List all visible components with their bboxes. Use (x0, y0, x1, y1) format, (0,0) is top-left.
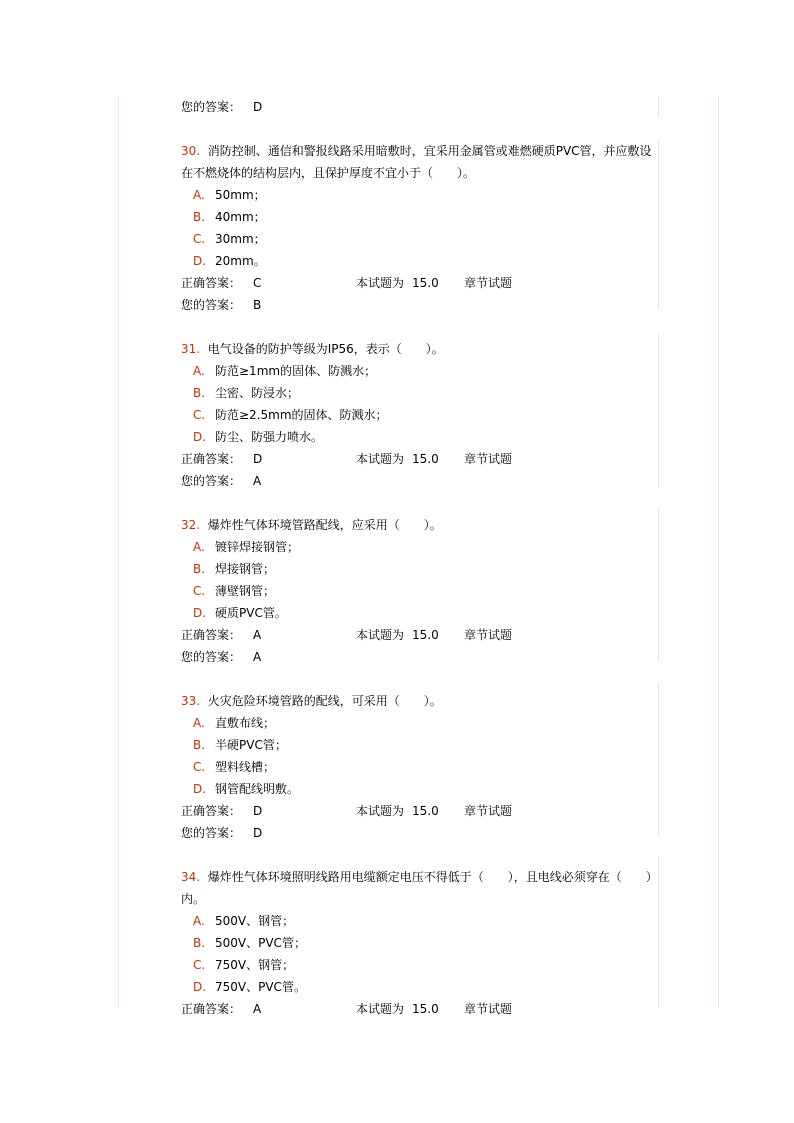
option-a (181, 536, 661, 558)
correct-answer-value: D (253, 452, 263, 466)
option-key: D. (193, 606, 207, 620)
option-b (181, 734, 661, 756)
question-text (181, 338, 659, 360)
option-d (181, 250, 661, 272)
option-text: 镀锌焊接钢管； (215, 540, 300, 554)
question-number: 32. (181, 518, 201, 532)
option-key: B. (193, 562, 206, 576)
your-answer-value: A (253, 650, 262, 664)
correct-answer-label: 正确答案： (181, 628, 242, 642)
option-text: 焊接钢管； (215, 562, 276, 576)
your-answer-value: D (253, 100, 263, 114)
score-label: 本试题为 (356, 276, 405, 290)
option-text: 防范≥2.5mm的固体、防溅水； (215, 408, 388, 422)
option-d (181, 602, 661, 624)
option-d (181, 976, 661, 998)
question-32 (181, 514, 661, 668)
chapter-label: 章节试题 (464, 628, 513, 642)
answer-stats-row (181, 998, 661, 1020)
option-text: 硬质PVC管。 (215, 606, 287, 620)
correct-answer-label: 正确答案： (181, 276, 242, 290)
option-text: 尘密、防浸水； (215, 386, 300, 400)
option-key: C. (193, 232, 206, 246)
option-d (181, 778, 661, 800)
option-text: 20mm。 (215, 254, 266, 268)
your-answer-value: D (253, 826, 263, 840)
quiz-results (181, 96, 661, 1020)
option-key: D. (193, 782, 207, 796)
option-text: 钢管配线明敷。 (215, 782, 300, 796)
option-key: B. (193, 936, 206, 950)
answer-stats-row (181, 272, 661, 294)
your-answer-value: A (253, 474, 262, 488)
score-label: 本试题为 (356, 628, 405, 642)
option-c (181, 954, 661, 976)
page-border-right (718, 96, 719, 1008)
option-text: 防范≥1mm的固体、防溅水； (215, 364, 377, 378)
question-body: 电气设备的防护等级为IP56，表示（ ）。 (207, 342, 444, 356)
option-text: 薄壁钢管； (215, 584, 276, 598)
correct-answer-label: 正确答案： (181, 804, 242, 818)
page-border-left (118, 96, 119, 1008)
question-31 (181, 338, 661, 492)
question-text (181, 140, 659, 184)
your-answer-row (181, 470, 661, 492)
correct-answer-value: A (253, 1002, 262, 1016)
your-answer-label: 您的答案： (181, 100, 242, 114)
question-number: 34. (181, 870, 201, 884)
option-key: D. (193, 254, 207, 268)
option-text: 半硬PVC管； (215, 738, 287, 752)
your-answer-row (181, 96, 661, 118)
your-answer-value: B (253, 298, 262, 312)
question-text (181, 514, 659, 536)
option-key: D. (193, 980, 207, 994)
option-a (181, 910, 661, 932)
option-key: A. (193, 540, 205, 554)
option-key: C. (193, 408, 206, 422)
score-value: 15.0 (412, 628, 439, 642)
option-text: 750V、PVC管。 (215, 980, 306, 994)
score-value: 15.0 (412, 276, 439, 290)
chapter-label: 章节试题 (464, 804, 513, 818)
your-answer-row (181, 822, 661, 844)
question-30 (181, 140, 661, 316)
score-label: 本试题为 (356, 804, 405, 818)
option-text: 50mm； (215, 188, 266, 202)
question-body: 爆炸性气体环境照明线路用电缆额定电压不得低于（ ），且电线必须穿在（ ）内。 (181, 870, 658, 906)
question-34 (181, 866, 661, 1020)
correct-answer-value: C (253, 276, 262, 290)
option-key: B. (193, 210, 206, 224)
question-body: 火灾危险环境管路的配线，可采用（ ）。 (207, 694, 442, 708)
question-text (181, 866, 659, 910)
your-answer-row (181, 294, 661, 316)
answer-stats-row (181, 448, 661, 470)
option-b (181, 206, 661, 228)
option-text: 750V、钢管； (215, 958, 295, 972)
option-a (181, 712, 661, 734)
option-text: 30mm； (215, 232, 266, 246)
question-text (181, 690, 659, 712)
correct-answer-label: 正确答案： (181, 452, 242, 466)
question-body: 爆炸性气体环境管路配线，应采用（ ）。 (207, 518, 442, 532)
score-value: 15.0 (412, 452, 439, 466)
option-b (181, 932, 661, 954)
option-a (181, 184, 661, 206)
correct-answer-value: D (253, 804, 263, 818)
option-d (181, 426, 661, 448)
option-key: A. (193, 716, 205, 730)
option-key: A. (193, 188, 205, 202)
your-answer-label: 您的答案： (181, 298, 242, 312)
answer-stats-row (181, 624, 661, 646)
question-number: 33. (181, 694, 201, 708)
chapter-label: 章节试题 (464, 452, 513, 466)
correct-answer-value: A (253, 628, 262, 642)
option-text: 防尘、防强力喷水。 (215, 430, 324, 444)
option-text: 500V、钢管； (215, 914, 295, 928)
option-key: B. (193, 738, 206, 752)
correct-answer-label: 正确答案： (181, 1002, 242, 1016)
option-key: C. (193, 958, 206, 972)
score-label: 本试题为 (356, 1002, 405, 1016)
chapter-label: 章节试题 (464, 276, 513, 290)
option-key: D. (193, 430, 207, 444)
option-c (181, 580, 661, 602)
score-value: 15.0 (412, 804, 439, 818)
question-body: 消防控制、通信和警报线路采用暗敷时，宜采用金属管或难燃硬质PVC管，并应敷设在不燃烧体的结构层内，且保护厚度不宜小于（ ）。 (181, 144, 652, 180)
chapter-label: 章节试题 (464, 1002, 513, 1016)
option-c (181, 228, 661, 250)
your-answer-row (181, 646, 661, 668)
option-c (181, 404, 661, 426)
answer-stats-row (181, 800, 661, 822)
option-b (181, 382, 661, 404)
score-value: 15.0 (412, 1002, 439, 1016)
question-number: 31. (181, 342, 201, 356)
question-number: 30. (181, 144, 201, 158)
your-answer-label: 您的答案： (181, 474, 242, 488)
option-c (181, 756, 661, 778)
option-key: C. (193, 760, 206, 774)
option-b (181, 558, 661, 580)
option-key: A. (193, 914, 205, 928)
question-33 (181, 690, 661, 844)
option-key: B. (193, 386, 206, 400)
option-text: 塑料线槽； (215, 760, 276, 774)
option-text: 500V、PVC管； (215, 936, 306, 950)
option-key: A. (193, 364, 205, 378)
option-a (181, 360, 661, 382)
score-label: 本试题为 (356, 452, 405, 466)
your-answer-label: 您的答案： (181, 826, 242, 840)
option-key: C. (193, 584, 206, 598)
option-text: 40mm； (215, 210, 266, 224)
your-answer-label: 您的答案： (181, 650, 242, 664)
option-text: 直敷布线； (215, 716, 276, 730)
